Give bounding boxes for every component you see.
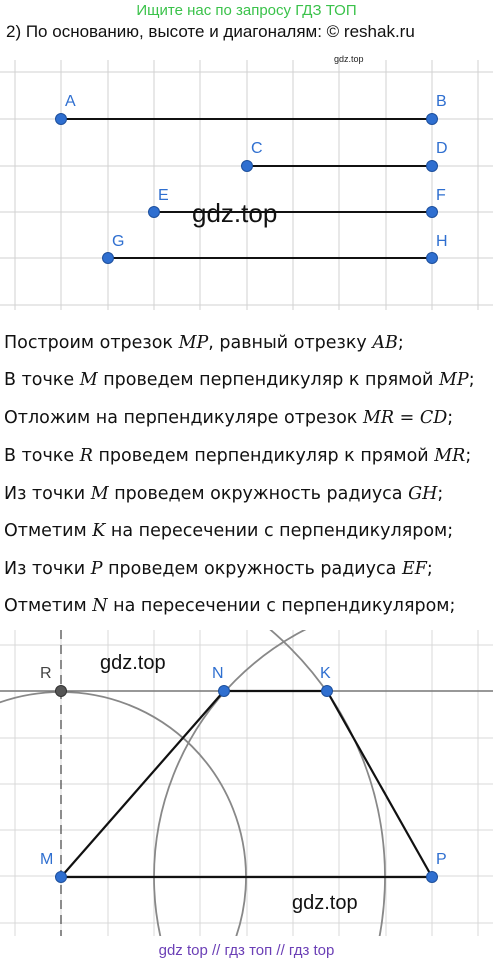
- label-h: H: [436, 233, 448, 250]
- label-e: E: [158, 187, 169, 204]
- label-d: D: [436, 140, 448, 157]
- circle-radius-cd: [0, 692, 246, 936]
- watermark-small: gdz.top: [334, 54, 364, 64]
- grid: [0, 630, 493, 936]
- step-6: Отметим K на пересечении с перпендикуляром;: [4, 521, 454, 541]
- point-a: [56, 114, 67, 125]
- point-m: [56, 872, 67, 883]
- construction-figure: [0, 630, 493, 936]
- step-2: В точке M проведем перпендикуляр к прямой MP;: [4, 370, 475, 390]
- step-1: Построим отрезок MP, равный отрезку AB;: [4, 333, 404, 353]
- segments-figure: [0, 60, 493, 310]
- step-4: В точке R проведем перпендикуляр к прямой MR;: [4, 446, 472, 466]
- step-5: Из точки M проведем окружность радиуса GH;: [4, 484, 444, 504]
- footer-watermark: gdz top // гдз топ // гдз top: [158, 942, 335, 959]
- point-d: [427, 161, 438, 172]
- label-r: R: [40, 665, 52, 682]
- point-n: [219, 686, 230, 697]
- label-m: M: [40, 851, 54, 868]
- watermark-large: gdz.top: [192, 198, 278, 228]
- step-3: Отложим на перпендикуляре отрезок MR = CD;: [4, 408, 454, 428]
- label-f: F: [436, 187, 446, 204]
- label-p: P: [436, 851, 447, 868]
- step-7: Из точки P проведем окружность радиуса EF;: [4, 559, 433, 579]
- watermark-top: gdz.top: [100, 652, 166, 674]
- label-a: A: [65, 93, 76, 110]
- point-k: [322, 686, 333, 697]
- label-g: G: [112, 233, 125, 250]
- watermark-bottom: gdz.top: [292, 892, 358, 914]
- point-b: [427, 114, 438, 125]
- step-8: Отметим N на пересечении с перпендикуляром;: [4, 596, 456, 616]
- task-title: 2) По основанию, высоте и диагоналям: © reshak.ru: [6, 22, 415, 41]
- point-g: [103, 253, 114, 264]
- point-e: [149, 207, 160, 218]
- label-k: K: [320, 665, 331, 682]
- label-b: B: [436, 93, 447, 110]
- point-f: [427, 207, 438, 218]
- point-p: [427, 872, 438, 883]
- label-n: N: [212, 665, 224, 682]
- search-hint: Ищите нас по запросу ГДЗ ТОП: [136, 2, 357, 19]
- label-c: C: [251, 140, 263, 157]
- point-c: [242, 161, 253, 172]
- point-r: [56, 686, 67, 697]
- point-h: [427, 253, 438, 264]
